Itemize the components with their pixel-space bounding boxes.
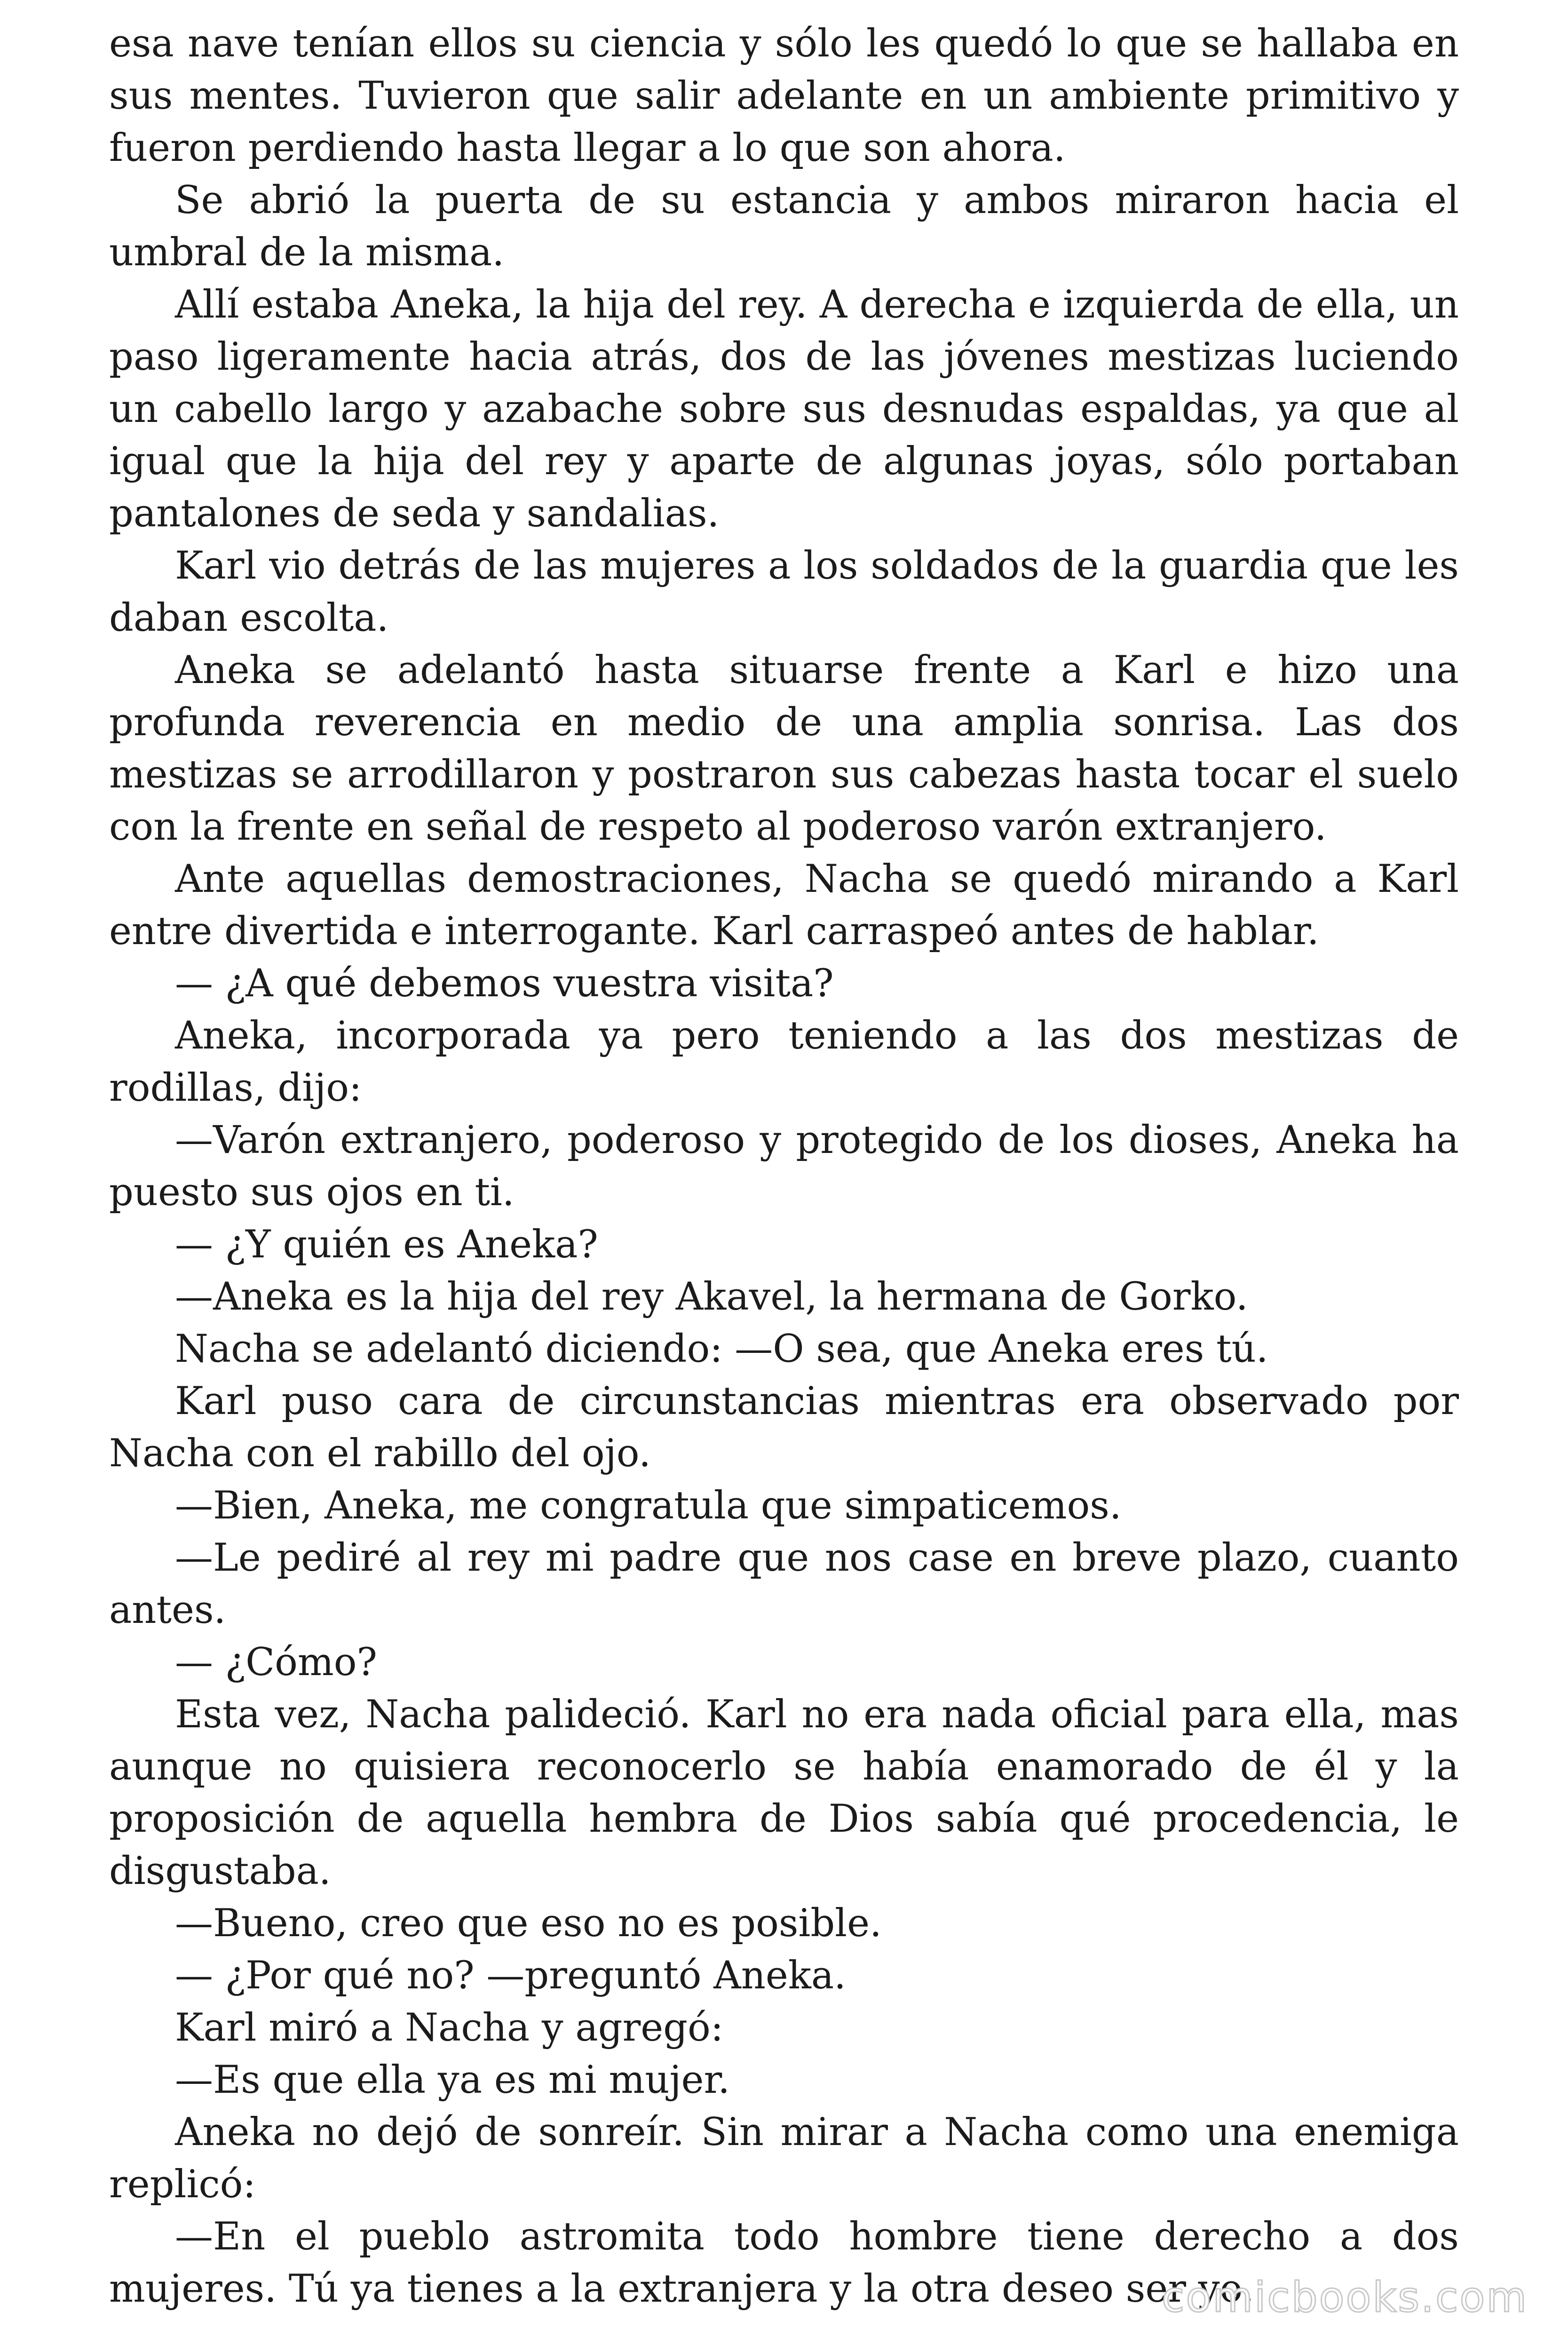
paragraph: Karl vio detrás de las mujeres a los soldados de la guardia que les daban escolta. <box>109 544 1459 640</box>
paragraph: Aneka no dejó de sonreír. Sin mirar a Nacha como una enemiga replicó: <box>109 2110 1459 2207</box>
dialogue-line: —Le pediré al rey mi padre que nos case en breve plazo, cuanto antes. <box>109 1536 1459 1632</box>
paragraph: Karl miró a Nacha y agregó: <box>175 2006 724 2050</box>
dialogue-line: — ¿Por qué no? —preguntó Aneka. <box>175 1954 846 1998</box>
dialogue-line: — ¿A qué debemos vuestra visita? <box>175 961 834 1006</box>
paragraph: Ante aquellas demostraciones, Nacha se quedó mirando a Karl entre divertida e interrogante. Karl carraspeó antes de hablar. <box>109 857 1459 954</box>
watermark: comicbooks.com <box>1162 2273 1528 2321</box>
paragraph: Esta vez, Nacha palideció. Karl no era nada oficial para ella, mas aunque no quisiera reconocerlo se había enamorado de él y la proposición de aquella hembra de Dios sabía qué procedencia, le disgustaba. <box>109 1692 1459 1893</box>
paragraph: Se abrió la puerta de su estancia y ambos miraron hacia el umbral de la misma. <box>109 178 1459 275</box>
dialogue-line: — ¿Y quién es Aneka? <box>175 1223 598 1267</box>
book-page-text <box>109 18 1459 2315</box>
dialogue-line: —Es que ella ya es mi mujer. <box>175 2058 730 2102</box>
paragraph: Nacha se adelantó diciendo: —O sea, que Aneka eres tú. <box>175 1327 1268 1371</box>
paragraph: Karl puso cara de circunstancias mientras era observado por Nacha con el rabillo del ojo. <box>109 1379 1459 1476</box>
dialogue-line: — ¿Cómo? <box>175 1640 377 1685</box>
paragraph: Allí estaba Aneka, la hija del rey. A derecha e izquierda de ella, un paso ligeramente hacia atrás, dos de las jóvenes mestizas luciendo un cabello largo y azabache sobre sus desnudas espaldas, ya que al igual que la hija del rey y aparte de algunas joyas, sólo portaban pantalones de seda y sandalias. <box>109 283 1459 536</box>
dialogue-line: —Bueno, creo que eso no es posible. <box>175 1901 882 1946</box>
paragraph: Aneka se adelantó hasta situarse frente a Karl e hizo una profunda reverencia en medio de una amplia sonrisa. Las dos mestizas se arrodillaron y postraron sus cabezas hasta tocar el suelo con la frente en señal de respeto al poderoso varón extranjero. <box>109 648 1459 849</box>
dialogue-line: —Varón extranjero, poderoso y protegido de los dioses, Aneka ha puesto sus ojos en ti. <box>109 1118 1459 1215</box>
paragraph: Aneka, incorporada ya pero teniendo a las dos mestizas de rodillas, dijo: <box>109 1014 1459 1110</box>
dialogue-line: —Bien, Aneka, me congratula que simpaticemos. <box>175 1484 1122 1528</box>
paragraph: esa nave tenían ellos su ciencia y sólo les quedó lo que se hallaba en sus mentes. Tuvieron que salir adelante en un ambiente primitivo y fueron perdiendo hasta llegar a lo que son ahora. <box>109 22 1459 170</box>
dialogue-line: —En el pueblo astromita todo hombre tiene derecho a dos mujeres. Tú ya tienes a la extranjera y la otra deseo ser yo. <box>109 2215 1459 2311</box>
dialogue-line: —Aneka es la hija del rey Akavel, la hermana de Gorko. <box>175 1275 1248 1319</box>
